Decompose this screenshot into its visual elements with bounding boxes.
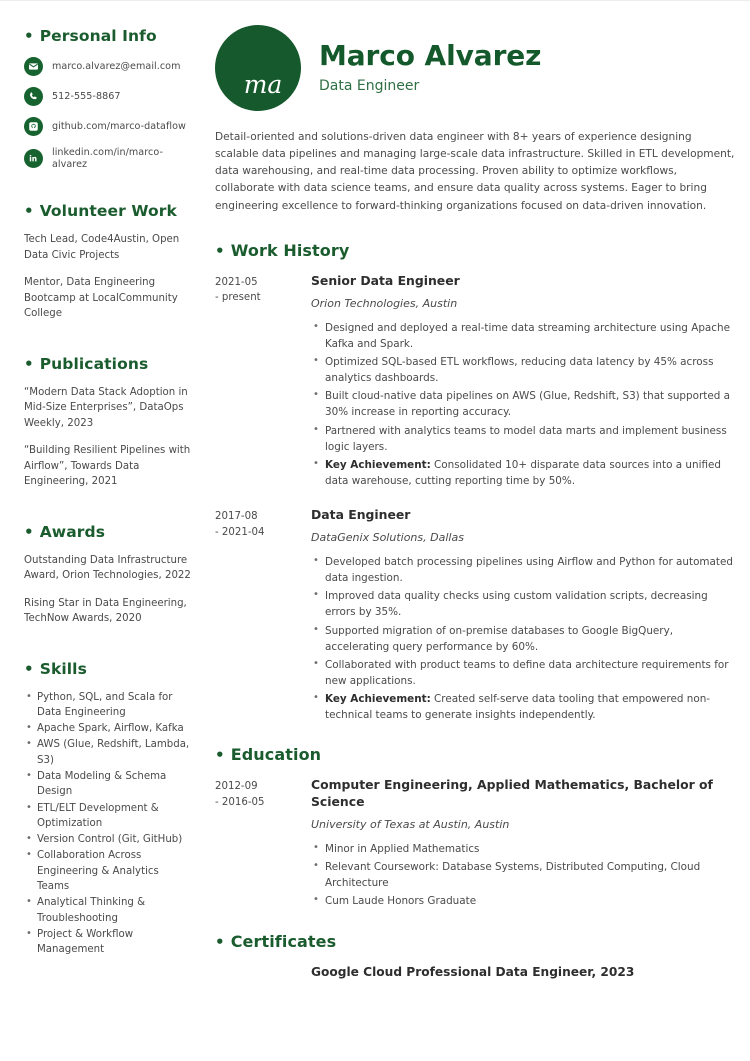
bullet-marker-icon: •: [24, 522, 34, 541]
education-details-list: [311, 841, 738, 910]
list-item: • Collaboration Across Engineering & Analytics Teams: [37, 848, 191, 894]
job-role-subtitle: Data Engineer: [319, 78, 420, 94]
section-title: Personal Info: [39, 27, 157, 45]
phone-icon: [24, 87, 43, 106]
list-item: • ETL/ELT Development & Optimization: [37, 801, 191, 832]
education-entry: [215, 777, 738, 911]
spacer: [24, 181, 191, 202]
list-item: [325, 859, 738, 891]
section-heading-awards: [24, 523, 191, 541]
bullet-marker-icon: •: [215, 932, 225, 951]
work-history-section: [215, 241, 738, 726]
duty-text: Created self-serve data tooling that empowered non-technical teams to generate insights independently.: [325, 693, 711, 722]
detail-text: Cum Laude Honors Graduate: [325, 895, 477, 908]
certificates-section: [215, 932, 738, 980]
award-item: Outstanding Data Infrastructure Award, Orion Technologies, 2022: [24, 554, 191, 581]
certificate-dates: [215, 964, 311, 966]
section-title: Work History: [230, 240, 350, 260]
contact-github[interactable]: [24, 117, 191, 136]
list-item: • Data Modeling & Schema Design: [37, 769, 191, 800]
contact-linkedin[interactable]: [24, 147, 191, 170]
date-end: - 2016-05: [215, 796, 265, 808]
work-entry: [215, 507, 738, 725]
list-item: • AWS (Glue, Redshift, Lambda, S3): [37, 737, 191, 768]
duty-text: Collaborated with product teams to define data architecture requirements for new applications.: [325, 658, 729, 687]
education-entry-dates: [215, 777, 311, 810]
section-title: Skills: [39, 659, 87, 678]
section-title: Education: [230, 745, 322, 765]
resume-header: [215, 25, 738, 111]
date-start: 2012-09: [215, 781, 258, 793]
section-title: Awards: [39, 522, 106, 541]
duty-text: Developed batch processing pipelines using Airflow and Python for automated data ingestion.: [325, 556, 733, 585]
degree-title: Computer Engineering, Applied Mathematics, Bachelor of Science: [311, 777, 713, 810]
envelope-icon: [24, 57, 43, 76]
contact-email-text: marco.alvarez@email.com: [52, 60, 181, 72]
github-icon: [24, 117, 43, 136]
list-item: [325, 423, 738, 455]
date-end: - present: [215, 292, 261, 304]
bullet-marker-icon: •: [215, 241, 225, 260]
bullet-marker-icon: •: [24, 354, 34, 373]
certificate-entry: [215, 964, 738, 980]
list-item: [325, 893, 738, 909]
sidebar: [0, 1, 205, 959]
contact-linkedin-text: linkedin.com/in/marco-alvarez: [52, 147, 163, 170]
section-title: Volunteer Work: [39, 202, 177, 220]
duties-list: [311, 554, 738, 723]
list-item: • Version Control (Git, GitHub): [37, 832, 191, 847]
section-heading-volunteer-work: [24, 202, 191, 220]
duty-text: Built cloud-native data pipelines on AWS (Glue, Redshift, S3) that supported a 30% increase in reporting accuracy.: [325, 390, 730, 419]
spacer: [24, 639, 191, 660]
main-content: [205, 1, 750, 1000]
list-item: • Python, SQL, and Scala for Data Engineering: [37, 690, 191, 721]
publication-item: “Building Resilient Pipelines with Airflow”, Towards Data Engineering, 2021: [24, 445, 191, 487]
duties-list: [311, 320, 738, 489]
duty-label: Key Achievement:: [325, 458, 431, 471]
avatar: [215, 25, 301, 111]
spacer: [24, 334, 191, 355]
skills-list: [24, 690, 191, 958]
section-title: Publications: [39, 354, 149, 373]
resume-columns: [0, 1, 750, 1061]
bullet-marker-icon: •: [24, 27, 34, 45]
employer-name: Orion Technologies, Austin: [311, 296, 458, 310]
list-item: • Project & Workflow Management: [37, 927, 191, 958]
volunteer-item: Mentor, Data Engineering Bootcamp at LocalCommunity College: [24, 277, 178, 319]
work-entry-body: [311, 507, 738, 725]
section-heading-publications: [24, 355, 191, 373]
work-entry-body: [311, 273, 738, 491]
contact-phone-text: 512-555-8867: [52, 90, 121, 102]
publication-item: “Modern Data Stack Adoption in Mid-Size Enterprises”, DataOps Weekly, 2023: [24, 386, 188, 429]
list-item: [325, 657, 738, 689]
duty-text: Consolidated 10+ disparate data sources into a unified data warehouse, cutting reporting time by 50%.: [325, 458, 722, 487]
award-item: Rising Star in Data Engineering, TechNow Awards, 2020: [24, 597, 187, 624]
date-start: 2021-05: [215, 276, 258, 288]
employer-name: DataGenix Solutions, Dallas: [311, 530, 464, 544]
section-heading-work-history: [215, 241, 738, 260]
job-title: Senior Data Engineer: [311, 272, 460, 288]
work-entry-dates: [215, 273, 311, 306]
list-item: [325, 554, 738, 586]
section-heading-certificates: [215, 932, 738, 951]
contact-email[interactable]: [24, 57, 191, 76]
duty-text: Improved data quality checks using custom validation scripts, decreasing errors by 35%.: [325, 590, 708, 619]
duty-text: Optimized SQL-based ETL workflows, reducing data latency by 45% across analytics dashboards.: [325, 356, 714, 385]
education-entry-body: [311, 777, 738, 911]
certificate-name: Google Cloud Professional Data Engineer, 2023: [311, 964, 635, 979]
list-item: [325, 588, 738, 620]
education-section: [215, 745, 738, 911]
date-end: - 2021-04: [215, 526, 265, 538]
detail-text: Relevant Coursework: Database Systems, Distributed Computing, Cloud Architecture: [325, 861, 701, 890]
list-item: [325, 457, 738, 489]
contact-github-text: github.com/marco-dataflow: [52, 120, 186, 132]
bullet-marker-icon: •: [24, 202, 34, 220]
list-item: [325, 691, 738, 723]
avatar-initials: ma: [243, 70, 283, 99]
duty-text: Partnered with analytics teams to model data marts and implement business logic layers.: [325, 424, 727, 453]
work-entry-dates: [215, 507, 311, 540]
linkedin-icon: [24, 149, 43, 168]
detail-text: Minor in Applied Mathematics: [325, 843, 480, 856]
page-title: Marco Alvarez: [319, 39, 542, 73]
list-item: [325, 354, 738, 386]
date-start: 2017-08: [215, 511, 258, 523]
school-name: University of Texas at Austin, Austin: [311, 817, 510, 831]
section-heading-personal-info: [24, 27, 191, 45]
list-item: • Analytical Thinking & Troubleshooting: [37, 895, 191, 926]
contact-phone[interactable]: [24, 87, 191, 106]
list-item: [325, 320, 738, 352]
duty-text: Designed and deployed a real-time data streaming architecture using Apache Kafka and Spark.: [325, 321, 730, 350]
section-heading-skills: [24, 660, 191, 678]
list-item: [325, 623, 738, 655]
job-title: Data Engineer: [311, 507, 411, 523]
section-title: Certificates: [230, 931, 337, 951]
volunteer-item: Tech Lead, Code4Austin, Open Data Civic Projects: [24, 234, 180, 261]
duty-text: Supported migration of on-premise databases to Google BigQuery, accelerating query performance by 60%.: [325, 624, 674, 653]
section-heading-education: [215, 745, 738, 764]
professional-summary: Detail-oriented and solutions-driven data engineer with 8+ years of experience designing scalable data pipelines and managing large-scale data infrastructure. Skilled in ETL development, data warehousing, and real-time data processing. Proven ability to optimize workflows, collaborate with data science teams, and ensure data quality across systems. Eager to bring engineering excellence to forward-thinking organizations focused on data-driven innovation.: [215, 131, 735, 212]
work-entry: [215, 273, 738, 491]
duty-label: Key Achievement:: [325, 693, 431, 706]
identity-block: [319, 41, 541, 95]
bullet-marker-icon: •: [24, 659, 34, 678]
spacer: [24, 502, 191, 523]
list-item: [325, 841, 738, 857]
bullet-marker-icon: •: [215, 746, 225, 765]
list-item: • Apache Spark, Airflow, Kafka: [37, 721, 191, 736]
list-item: [325, 388, 738, 420]
